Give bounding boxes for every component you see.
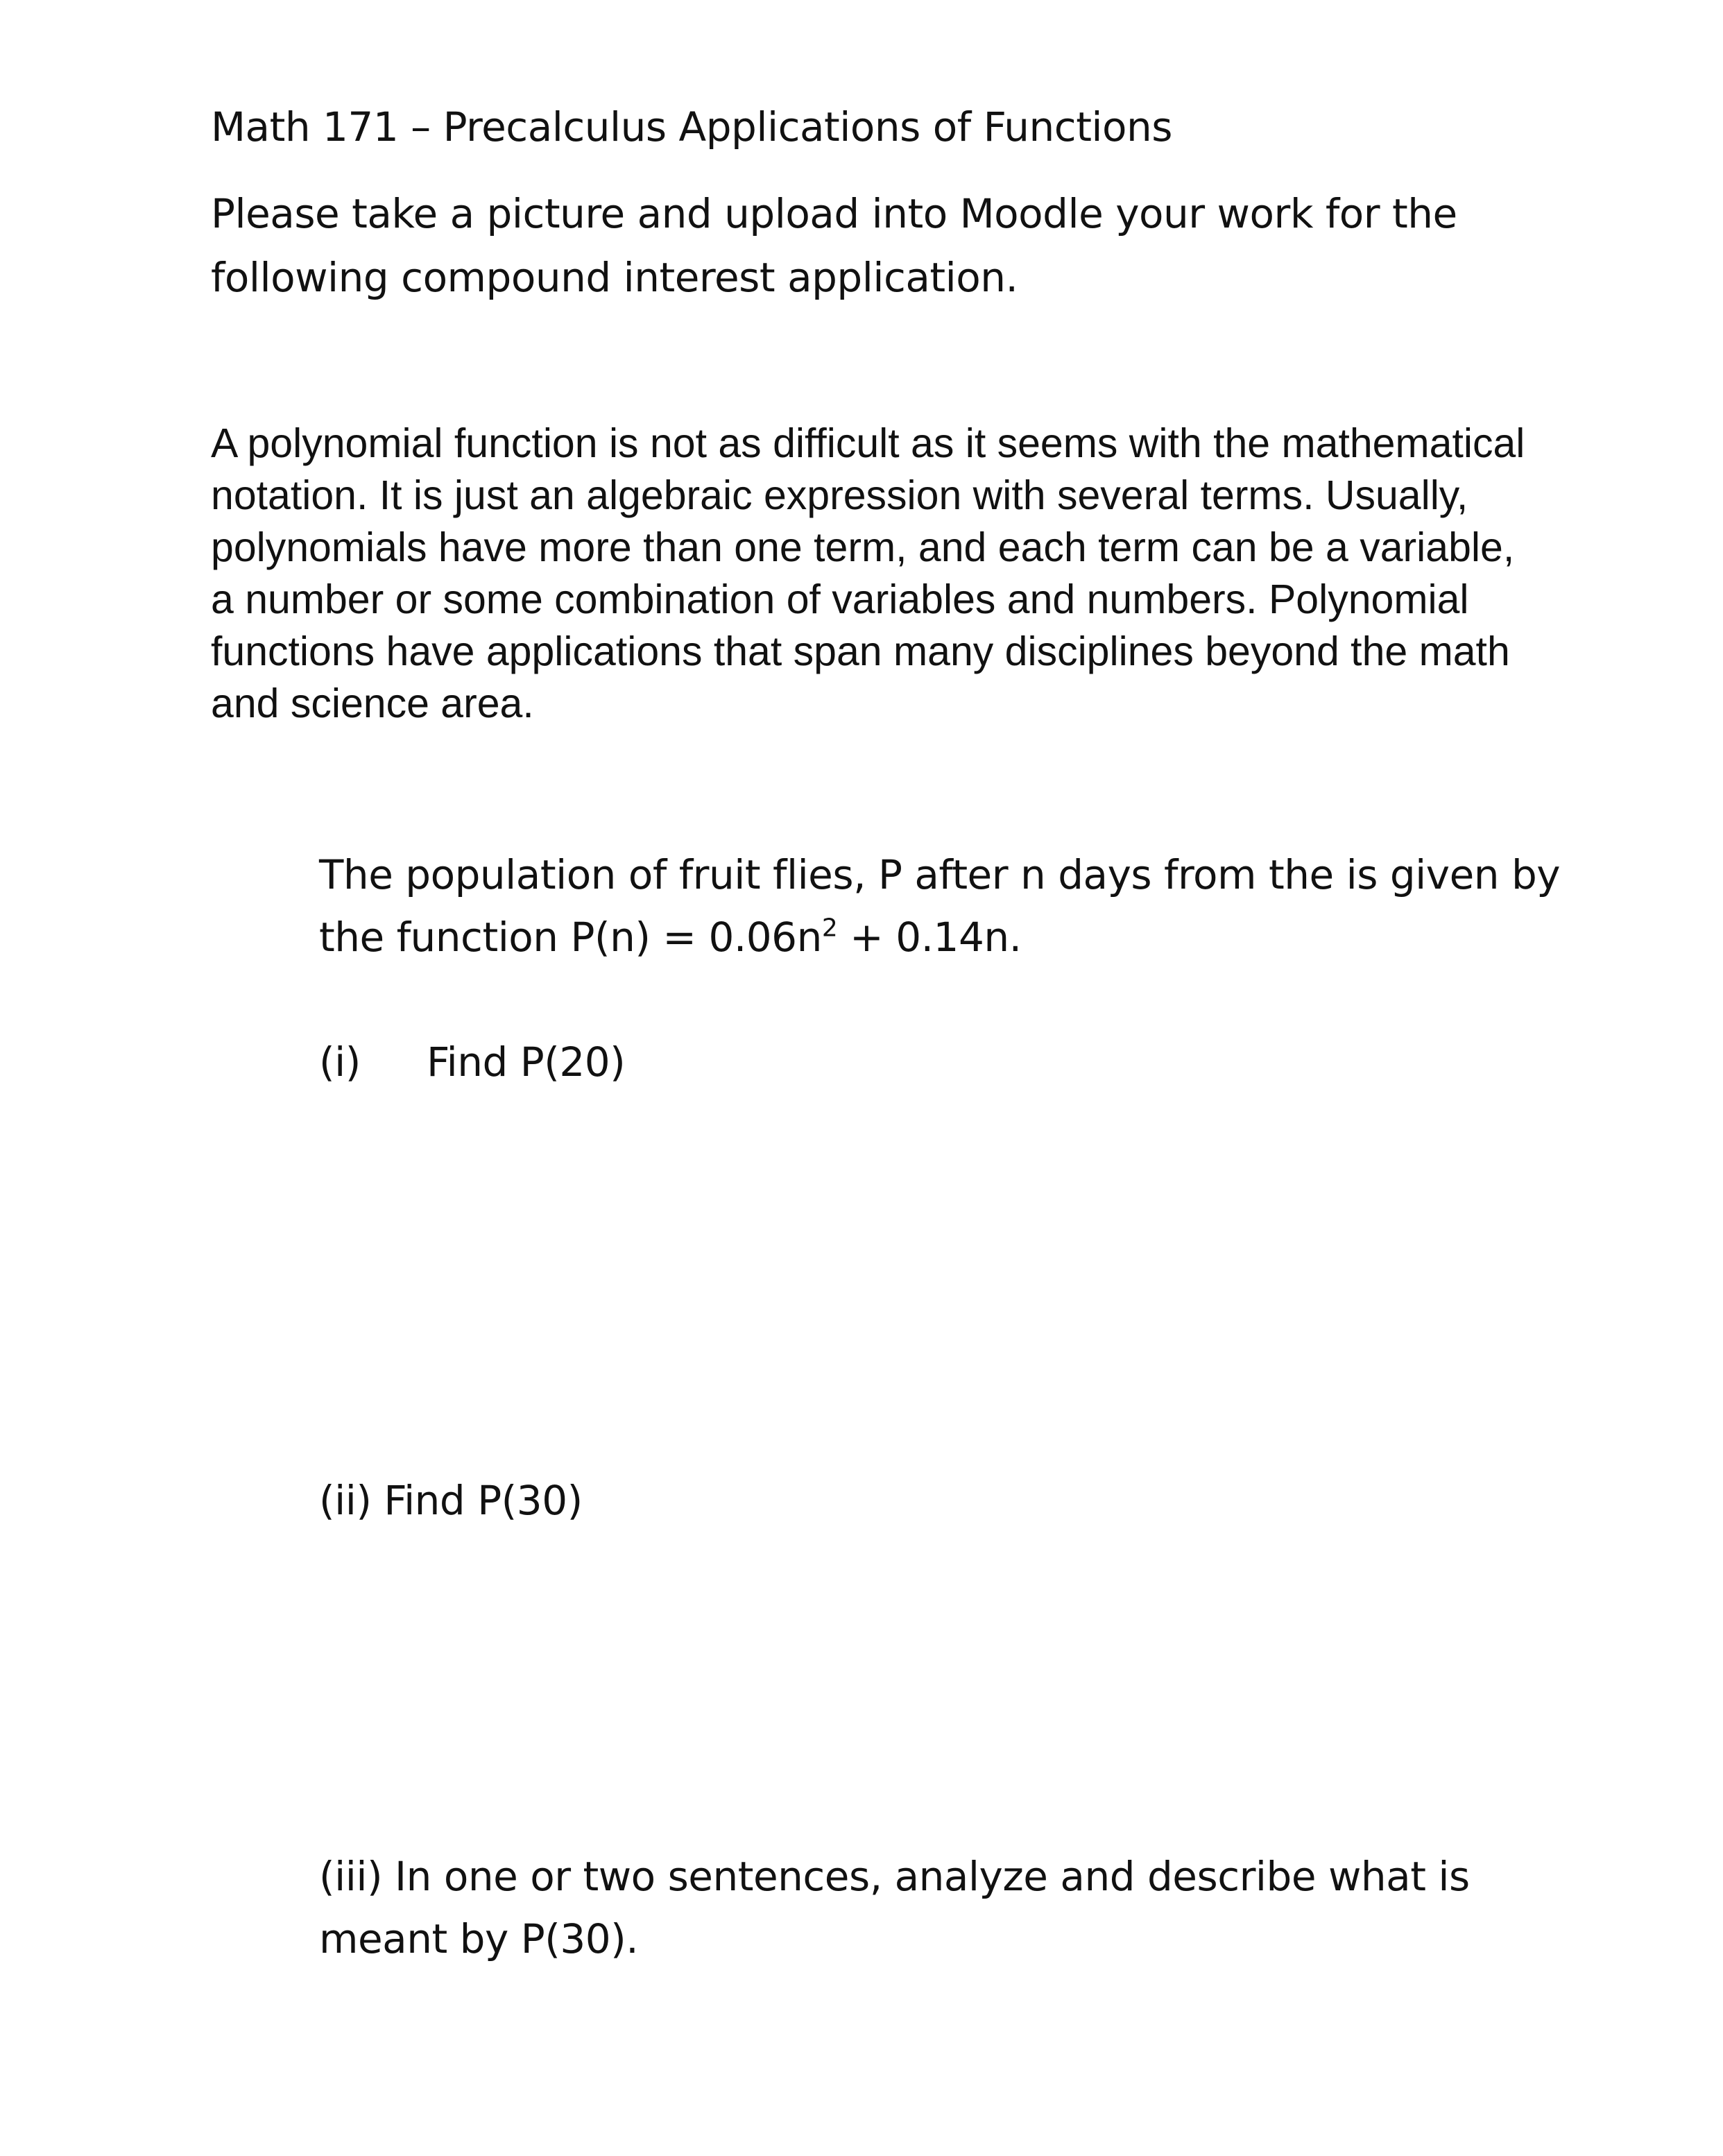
formula-prefix: the function P(n) = 0.06n: [319, 914, 822, 961]
question-1-text: Find P(20): [427, 1038, 626, 1086]
formula-suffix: + 0.14n.: [837, 914, 1022, 961]
intro-line: polynomials have more than one term, and each term can be a variable,: [211, 524, 1515, 570]
question-1-number: (i): [319, 1038, 361, 1086]
instructions-paragraph: [211, 182, 1529, 309]
problem-statement: [319, 844, 1637, 968]
formula-exponent: 2: [821, 914, 838, 943]
question-2: (ii) Find P(30): [319, 1477, 583, 1524]
intro-line: functions have applications that span many disciplines beyond the math: [211, 628, 1510, 674]
intro-line: notation. It is just an algebraic expression with several terms. Usually,: [211, 472, 1468, 518]
intro-line: and science area.: [211, 681, 534, 726]
question-3: [319, 1845, 1637, 1970]
intro-paragraph: [211, 418, 1668, 730]
problem-formula-line: [319, 906, 1637, 968]
intro-line: a number or some combination of variables and numbers. Polynomial: [211, 576, 1469, 622]
question-3-line: (iii) In one or two sentences, analyze and describe what is: [319, 1853, 1470, 1900]
instructions-line: Please take a picture and upload into Moodle your work for the: [211, 190, 1457, 237]
intro-line: A polynomial function is not as difficult as it seems with the mathematical: [211, 420, 1525, 466]
question-3-line: meant by P(30).: [319, 1915, 639, 1962]
question-1: [319, 1031, 625, 1093]
page-title: Math 171 – Precalculus Applications of Functions: [211, 103, 1173, 151]
instructions-line: following compound interest application.: [211, 254, 1018, 301]
problem-line: The population of fruit flies, P after n days from the is given by: [319, 851, 1561, 898]
